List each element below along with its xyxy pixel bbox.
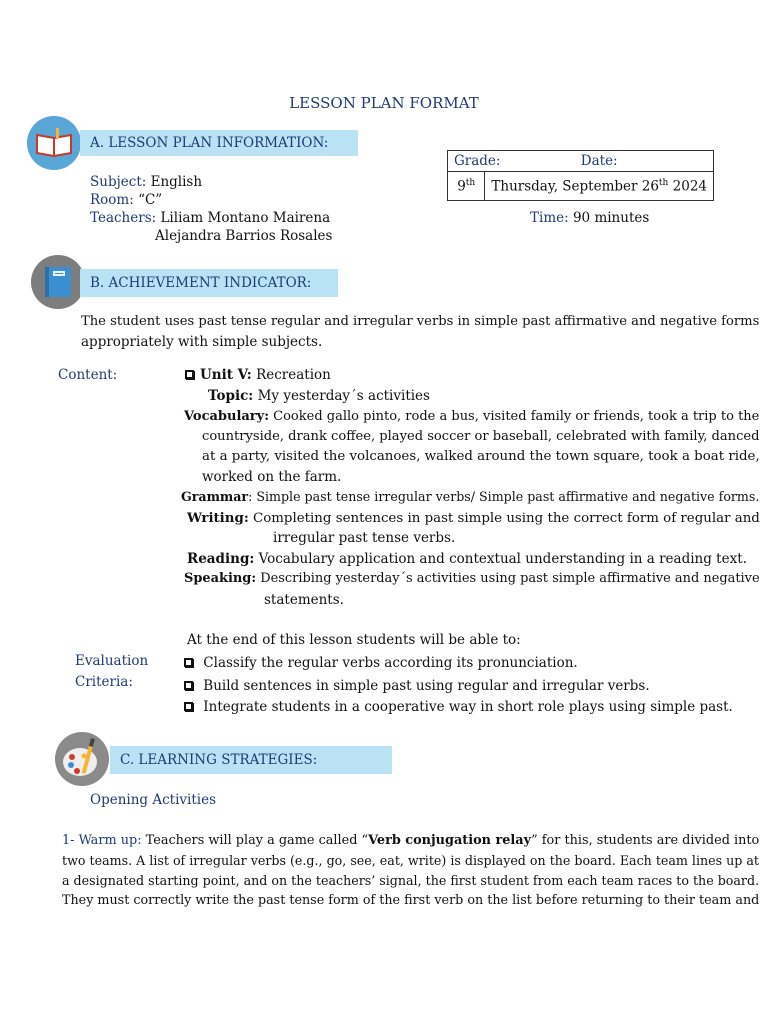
writing-line-1: Completing sentences in past simple using the correct form of regular and: [253, 511, 760, 526]
palette-icon: [55, 732, 109, 786]
topic-value: My yesterday´s activities: [257, 388, 430, 404]
topic-label: Topic:: [208, 388, 254, 404]
warmup-label: 1- Warm up:: [62, 833, 142, 848]
warmup-game-name: Verb conjugation relay: [368, 833, 532, 848]
reading-row: [187, 551, 747, 567]
time-row: [530, 210, 649, 226]
warmup-line-3: a designated starting point, and on the teachers’ signal, the first student from each team races to the board.: [62, 873, 760, 888]
writing-label: Writing:: [187, 510, 249, 526]
vocabulary-line-4: worked on the farm.: [202, 469, 342, 485]
criteria-text: Classify the regular verbs according its pronunciation.: [203, 655, 578, 671]
subject-label: Subject:: [90, 174, 147, 190]
reading-value: Vocabulary application and contextual understanding in a reading text.: [258, 551, 747, 567]
date-sup: th: [658, 177, 669, 188]
achievement-line-1: The student uses past tense regular and irregular verbs in simple past affirmative and negative forms: [81, 314, 760, 329]
writing-line-2: irregular past tense verbs.: [273, 530, 456, 546]
criteria-item: [184, 699, 733, 715]
grade-value: 9: [457, 178, 466, 195]
teachers-label: Teachers:: [90, 210, 157, 226]
speaking-label: Speaking:: [184, 571, 257, 586]
speaking-row: [184, 571, 760, 586]
vocabulary-label: Vocabulary:: [184, 409, 270, 424]
date-value-cell: [485, 172, 714, 201]
subject-row: [90, 174, 202, 190]
time-label: Time:: [530, 210, 569, 226]
date-value: Thursday, September 26: [491, 178, 659, 195]
checkbox-bullet-icon: [184, 702, 193, 711]
time-value: 90 minutes: [572, 210, 650, 226]
vocabulary-line-1: Cooked gallo pinto, rode a bus, visited family or friends, took a trip to the: [273, 409, 760, 424]
checkbox-bullet-icon: [184, 658, 193, 667]
notebook-icon: [31, 255, 85, 309]
teacher-1: Liliam Montano Mairena: [160, 210, 331, 226]
checkbox-bullet-icon: [185, 370, 194, 379]
unit-value: Recreation: [256, 367, 331, 383]
vocabulary-line-3: at a party, visited the volcanoes, walked around the town square, took a boat ride,: [202, 449, 760, 464]
grade-label: Grade:: [454, 153, 501, 169]
criteria-item: [184, 655, 578, 671]
date-label: Date:: [580, 153, 618, 169]
grade-sup: th: [465, 177, 476, 188]
subject-value: English: [150, 174, 203, 190]
unit-label: Unit V:: [200, 367, 252, 383]
grade-value-cell: [448, 172, 485, 201]
warmup-line-1: [62, 833, 759, 848]
room-label: Room:: [90, 192, 134, 208]
warmup-text-b: ” for this, students are divided into: [531, 833, 760, 848]
date-year: 2024: [668, 178, 707, 195]
criteria-item: [184, 678, 650, 694]
warmup-text-a: Teachers will play a game called “: [145, 833, 369, 848]
grammar-value: : Simple past tense irregular verbs/ Simple past affirmative and negative forms.: [248, 489, 760, 504]
book-icon: [27, 116, 81, 170]
vocabulary-line-2: countryside, drank coffee, played soccer or baseball, celebrated with family, danced: [202, 429, 760, 444]
speaking-line-1: Describing yesterday´s activities using past simple affirmative and negative: [260, 571, 760, 586]
writing-row: [187, 510, 760, 526]
vocabulary-row: [184, 409, 759, 424]
room-row: [90, 192, 162, 208]
grade-date-table: [447, 150, 714, 201]
grammar-row: [181, 489, 759, 504]
teachers-row: [90, 210, 330, 226]
reading-label: Reading:: [187, 551, 255, 567]
unit-row: [185, 367, 331, 383]
evaluation-label-1: Evaluation: [75, 653, 149, 669]
topic-row: [208, 388, 430, 404]
section-a-heading: A. LESSON PLAN INFORMATION:: [80, 130, 358, 156]
warmup-line-2: two teams. A list of irregular verbs (e.g., go, see, eat, write) is displayed on the board. Each team lines up at: [62, 853, 760, 868]
warmup-line-4: They must correctly write the past tense form of the first verb on the list before returning to their team and: [62, 893, 760, 908]
grade-date-header: [448, 151, 714, 172]
opening-activities-heading: Opening Activities: [90, 792, 216, 808]
checkbox-bullet-icon: [184, 681, 193, 690]
evaluation-intro: At the end of this lesson students will be able to:: [187, 632, 521, 648]
teacher-2: Alejandra Barrios Rosales: [155, 228, 333, 244]
evaluation-label-2: Criteria:: [75, 674, 133, 690]
section-b-heading: B. ACHIEVEMENT INDICATOR:: [80, 269, 338, 297]
page-title: LESSON PLAN FORMAT: [289, 94, 479, 112]
grammar-label: Grammar: [181, 489, 249, 504]
room-value: “C”: [138, 192, 163, 208]
criteria-text: Integrate students in a cooperative way in short role plays using simple past.: [203, 699, 733, 715]
achievement-line-2: appropriately with simple subjects.: [81, 334, 323, 350]
content-label: Content:: [58, 367, 118, 383]
speaking-line-2: statements.: [264, 592, 344, 608]
section-c-heading: C. LEARNING STRATEGIES:: [110, 746, 392, 774]
criteria-text: Build sentences in simple past using regular and irregular verbs.: [203, 678, 650, 694]
